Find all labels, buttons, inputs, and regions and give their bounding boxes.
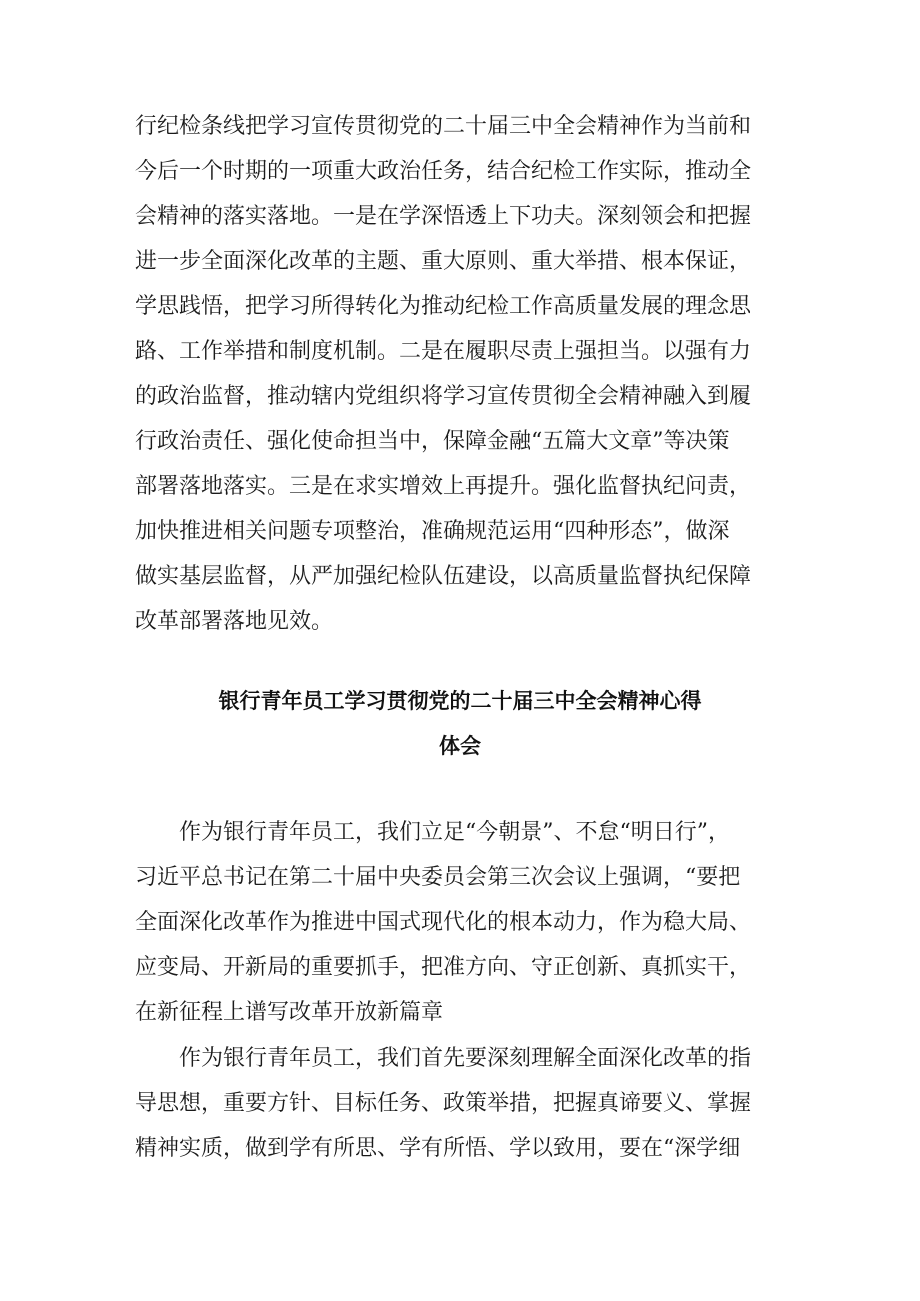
text-line: 路、工作举措和制度机制。二是在履职尽责上强担当。以强有力 — [135, 339, 752, 364]
text-line: 做实基层监督，从严加强纪检队伍建设，以高质量监督执纪保障 — [135, 564, 752, 589]
text-line: 进一步全面深化改革的主题、重大原则、重大举措、根本保证， — [135, 249, 752, 274]
text-line: 作为银行青年员工，我们首先要深刻理解全面深化改革的指 — [179, 1046, 752, 1071]
text-line: 导思想，重要方针、目标任务、政策举措，把握真谛要义、掌握 — [135, 1091, 752, 1116]
text-line: 今后一个时期的一项重大政治任务，结合纪检工作实际，推动全 — [135, 159, 752, 184]
text-line: 习近平总书记在第二十届中央委员会第三次会议上强调，“要把 — [135, 865, 741, 890]
text-line: 在新征程上谱写改革开放新篇章 — [135, 1000, 444, 1025]
text-line: 改革部署落地见效。 — [135, 609, 334, 634]
text-line: 全面深化改革作为推进中国式现代化的根本动力，作为稳大局、 — [135, 910, 752, 935]
text-line: 部署落地落实。三是在求实增效上再提升。强化监督执纪问责， — [135, 474, 752, 499]
text-line: 会精神的落实落地。一是在学深悟透上下功夫。深刻领会和把握 — [135, 204, 752, 229]
text-line: 应变局、开新局的重要抓手，把准方向、守正创新、真抓实干， — [135, 955, 752, 980]
article-title: 银行青年员工学习贯彻党的二十届三中全会精神心得 — [218, 689, 702, 713]
text-line: 精神实质，做到学有所思、学有所悟、学以致用，要在“深学细 — [135, 1136, 741, 1161]
text-line: 学思践悟，把学习所得转化为推动纪检工作高质量发展的理念思 — [135, 294, 752, 319]
text-line: 的政治监督，推动辖内党组织将学习宣传贯彻全会精神融入到履 — [135, 384, 752, 409]
article-title-continued: 体会 — [439, 734, 481, 758]
text-line: 加快推进相关问题专项整治，准确规范运用“四种形态”，做深 — [135, 519, 730, 544]
text-line: 行政治责任、强化使命担当中，保障金融“五篇大文章”等决策 — [135, 429, 730, 454]
text-line: 行纪检条线把学习宣传贯彻党的二十届三中全会精神作为当前和 — [135, 114, 752, 139]
text-line: 作为银行青年员工，我们立足“今朝景”、不怠“明日行”， — [179, 820, 730, 845]
